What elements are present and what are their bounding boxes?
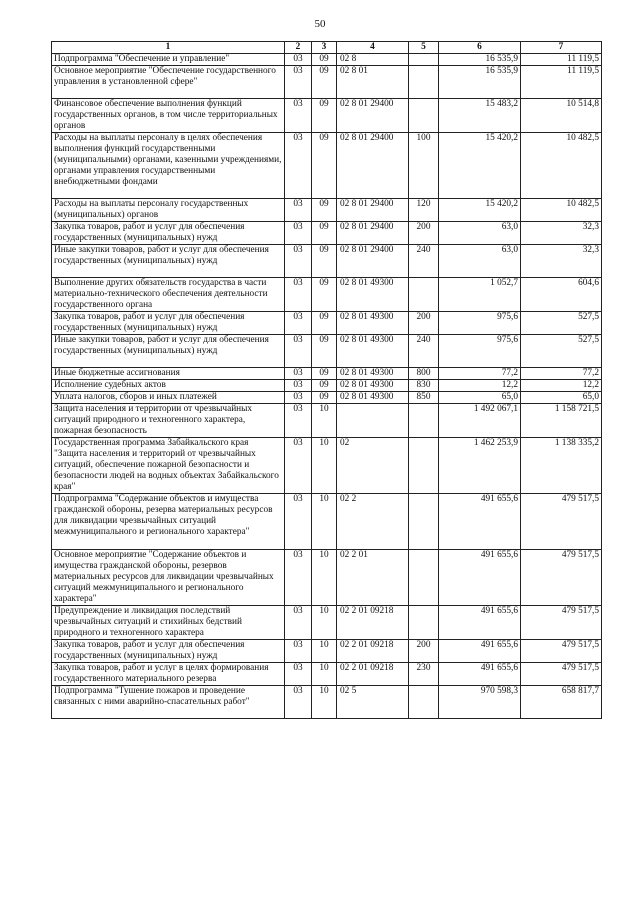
table-row	[52, 438, 602, 494]
table-row	[52, 550, 602, 606]
expense-type-cell: 200	[409, 312, 439, 335]
section-code-cell: 03	[285, 404, 312, 438]
amount-plan-cell: 63,0	[439, 222, 521, 245]
subsection-code-cell: 09	[312, 199, 337, 222]
subsection-code-cell: 10	[312, 494, 337, 550]
expense-type-cell	[409, 66, 439, 99]
subsection-code-cell: 10	[312, 640, 337, 663]
target-article-cell: 02 2 01 09218	[337, 606, 409, 640]
expense-type-cell	[409, 438, 439, 494]
section-code-cell: 03	[285, 99, 312, 133]
section-code-cell: 03	[285, 199, 312, 222]
subsection-code-cell: 09	[312, 380, 337, 392]
amount-plan-cell: 65,0	[439, 392, 521, 404]
section-code-cell: 03	[285, 392, 312, 404]
amount-plan-cell: 1 052,7	[439, 278, 521, 312]
target-article-cell: 02 5	[337, 686, 409, 719]
table-row	[52, 686, 602, 719]
section-code-cell: 03	[285, 278, 312, 312]
target-article-cell: 02 8 01 29400	[337, 245, 409, 278]
table-row	[52, 199, 602, 222]
amount-fact-cell: 1 138 335,2	[521, 438, 602, 494]
expense-type-cell	[409, 550, 439, 606]
target-article-cell: 02 8 01 49300	[337, 392, 409, 404]
subsection-code-cell: 10	[312, 686, 337, 719]
table-row	[52, 494, 602, 550]
row-name-cell: Защита населения и территории от чрезвычайных ситуаций природного и техногенного характера, пожарная безопасность	[52, 404, 285, 438]
amount-fact-cell: 479 517,5	[521, 606, 602, 640]
row-name-cell: Подпрограмма "Тушение пожаров и проведение связанных с ними аварийно-спасательных работ"	[52, 686, 285, 719]
amount-fact-cell: 479 517,5	[521, 550, 602, 606]
target-article-cell: 02 2 01	[337, 550, 409, 606]
subsection-code-cell: 09	[312, 99, 337, 133]
target-article-cell: 02 8 01	[337, 66, 409, 99]
row-name-cell: Подпрограмма "Обеспечение и управление"	[52, 54, 285, 66]
amount-plan-cell: 1 462 253,9	[439, 438, 521, 494]
amount-fact-cell: 10 514,8	[521, 99, 602, 133]
section-code-cell: 03	[285, 550, 312, 606]
section-code-cell: 03	[285, 312, 312, 335]
table-row	[52, 66, 602, 99]
section-code-cell: 03	[285, 686, 312, 719]
table-row	[52, 606, 602, 640]
section-code-cell: 03	[285, 438, 312, 494]
expense-type-cell	[409, 404, 439, 438]
subsection-code-cell: 10	[312, 438, 337, 494]
subsection-code-cell: 09	[312, 66, 337, 99]
section-code-cell: 03	[285, 368, 312, 380]
expense-type-cell: 850	[409, 392, 439, 404]
amount-plan-cell: 77,2	[439, 368, 521, 380]
subsection-code-cell: 09	[312, 335, 337, 368]
expense-type-cell: 120	[409, 199, 439, 222]
target-article-cell: 02 8 01 29400	[337, 133, 409, 199]
subsection-code-cell: 09	[312, 245, 337, 278]
expense-type-cell: 200	[409, 222, 439, 245]
row-name-cell: Закупка товаров, работ и услуг в целях формирования государственного материального резерва	[52, 663, 285, 686]
amount-plan-cell: 970 598,3	[439, 686, 521, 719]
amount-fact-cell: 1 158 721,5	[521, 404, 602, 438]
amount-plan-cell: 16 535,9	[439, 66, 521, 99]
row-name-cell: Иные закупки товаров, работ и услуг для обеспечения государственных (муниципальных) нужд	[52, 335, 285, 368]
row-name-cell: Подпрограмма "Содержание объектов и имущества гражданской обороны, резерва материальных ресурсов для ликвидации чрезвычайных ситуаций межмуниципального и регионального характера"	[52, 494, 285, 550]
subsection-code-cell: 09	[312, 222, 337, 245]
subsection-code-cell: 09	[312, 133, 337, 199]
amount-fact-cell: 658 817,7	[521, 686, 602, 719]
row-name-cell: Основное мероприятие "Обеспечение государственного управления в установленной сфере"	[52, 66, 285, 99]
amount-fact-cell: 10 482,5	[521, 199, 602, 222]
section-code-cell: 03	[285, 663, 312, 686]
amount-plan-cell: 975,6	[439, 312, 521, 335]
table-header-row	[52, 42, 602, 54]
amount-plan-cell: 1 492 067,1	[439, 404, 521, 438]
section-code-cell: 03	[285, 640, 312, 663]
table-body	[52, 54, 602, 719]
row-name-cell: Исполнение судебных актов	[52, 380, 285, 392]
subsection-code-cell: 10	[312, 606, 337, 640]
expense-type-cell: 830	[409, 380, 439, 392]
row-name-cell: Закупка товаров, работ и услуг для обеспечения государственных (муниципальных) нужд	[52, 312, 285, 335]
page-number: 50	[314, 18, 326, 30]
target-article-cell: 02	[337, 438, 409, 494]
expense-type-cell	[409, 606, 439, 640]
column-header: 1	[52, 42, 285, 54]
target-article-cell: 02 8 01 49300	[337, 312, 409, 335]
table-row	[52, 368, 602, 380]
budget-table	[51, 41, 602, 719]
column-header: 7	[521, 42, 602, 54]
row-name-cell: Закупка товаров, работ и услуг для обеспечения государственных (муниципальных) нужд	[52, 222, 285, 245]
section-code-cell: 03	[285, 380, 312, 392]
row-name-cell: Основное мероприятие "Содержание объектов и имущества гражданской обороны, резервов материальных ресурсов для ликвидации чрезвычайных ситуаций межмуниципального и регионального характера"	[52, 550, 285, 606]
row-name-cell: Выполнение других обязательств государства в части материально-технического обеспечения деятельности государственного органа	[52, 278, 285, 312]
amount-plan-cell: 491 655,6	[439, 640, 521, 663]
subsection-code-cell: 10	[312, 550, 337, 606]
expense-type-cell: 100	[409, 133, 439, 199]
table-row	[52, 380, 602, 392]
expense-type-cell	[409, 494, 439, 550]
target-article-cell: 02 8 01 49300	[337, 278, 409, 312]
amount-plan-cell: 491 655,6	[439, 494, 521, 550]
section-code-cell: 03	[285, 222, 312, 245]
table-row	[52, 335, 602, 368]
subsection-code-cell: 09	[312, 392, 337, 404]
section-code-cell: 03	[285, 494, 312, 550]
subsection-code-cell: 10	[312, 404, 337, 438]
row-name-cell: Расходы на выплаты персоналу в целях обеспечения выполнения функций государственными (муниципальными) органами, казенными учреждениями, органами управления государственными внебюджетными фондами	[52, 133, 285, 199]
amount-fact-cell: 32,3	[521, 245, 602, 278]
amount-fact-cell: 527,5	[521, 312, 602, 335]
amount-fact-cell: 32,3	[521, 222, 602, 245]
subsection-code-cell: 09	[312, 54, 337, 66]
table-row	[52, 663, 602, 686]
table-row	[52, 99, 602, 133]
target-article-cell	[337, 404, 409, 438]
amount-plan-cell: 975,6	[439, 335, 521, 368]
amount-fact-cell: 527,5	[521, 335, 602, 368]
subsection-code-cell: 09	[312, 368, 337, 380]
amount-plan-cell: 63,0	[439, 245, 521, 278]
column-header: 2	[285, 42, 312, 54]
table-row	[52, 312, 602, 335]
row-name-cell: Иные закупки товаров, работ и услуг для обеспечения государственных (муниципальных) нужд	[52, 245, 285, 278]
amount-plan-cell: 491 655,6	[439, 663, 521, 686]
amount-fact-cell: 11 119,5	[521, 54, 602, 66]
section-code-cell: 03	[285, 66, 312, 99]
table-row	[52, 54, 602, 66]
amount-plan-cell: 15 420,2	[439, 199, 521, 222]
table-row	[52, 392, 602, 404]
row-name-cell: Государственная программа Забайкальского края "Защита населения и территорий от чрезвычайных ситуаций, обеспечение пожарной безопасности и безопасности людей на водных объектах Забайкальского края"	[52, 438, 285, 494]
amount-plan-cell: 491 655,6	[439, 606, 521, 640]
amount-fact-cell: 479 517,5	[521, 640, 602, 663]
expense-type-cell: 200	[409, 640, 439, 663]
section-code-cell: 03	[285, 335, 312, 368]
amount-plan-cell: 15 483,2	[439, 99, 521, 133]
target-article-cell: 02 8 01 49300	[337, 380, 409, 392]
target-article-cell: 02 8 01 29400	[337, 199, 409, 222]
amount-plan-cell: 16 535,9	[439, 54, 521, 66]
column-header: 6	[439, 42, 521, 54]
amount-fact-cell: 65,0	[521, 392, 602, 404]
amount-fact-cell: 10 482,5	[521, 133, 602, 199]
subsection-code-cell: 09	[312, 278, 337, 312]
expense-type-cell: 240	[409, 245, 439, 278]
column-header: 3	[312, 42, 337, 54]
amount-fact-cell: 11 119,5	[521, 66, 602, 99]
target-article-cell: 02 2	[337, 494, 409, 550]
amount-fact-cell: 604,6	[521, 278, 602, 312]
table-row	[52, 640, 602, 663]
amount-plan-cell: 491 655,6	[439, 550, 521, 606]
target-article-cell: 02 8	[337, 54, 409, 66]
target-article-cell: 02 8 01 29400	[337, 99, 409, 133]
table-row	[52, 222, 602, 245]
section-code-cell: 03	[285, 133, 312, 199]
row-name-cell: Предупреждение и ликвидация последствий чрезвычайных ситуаций и стихийных бедствий природного и техногенного характера	[52, 606, 285, 640]
row-name-cell: Расходы на выплаты персоналу государственных (муниципальных) органов	[52, 199, 285, 222]
target-article-cell: 02 8 01 49300	[337, 335, 409, 368]
expense-type-cell: 800	[409, 368, 439, 380]
expense-type-cell	[409, 686, 439, 719]
column-header: 5	[409, 42, 439, 54]
target-article-cell: 02 2 01 09218	[337, 640, 409, 663]
section-code-cell: 03	[285, 245, 312, 278]
row-name-cell: Уплата налогов, сборов и иных платежей	[52, 392, 285, 404]
expense-type-cell	[409, 54, 439, 66]
row-name-cell: Закупка товаров, работ и услуг для обеспечения государственных (муниципальных) нужд	[52, 640, 285, 663]
table-row	[52, 278, 602, 312]
subsection-code-cell: 09	[312, 312, 337, 335]
amount-fact-cell: 12,2	[521, 380, 602, 392]
expense-type-cell	[409, 278, 439, 312]
column-header: 4	[337, 42, 409, 54]
amount-fact-cell: 479 517,5	[521, 663, 602, 686]
table-row	[52, 404, 602, 438]
expense-type-cell: 230	[409, 663, 439, 686]
target-article-cell: 02 2 01 09218	[337, 663, 409, 686]
row-name-cell: Иные бюджетные ассигнования	[52, 368, 285, 380]
amount-plan-cell: 15 420,2	[439, 133, 521, 199]
target-article-cell: 02 8 01 29400	[337, 222, 409, 245]
subsection-code-cell: 10	[312, 663, 337, 686]
table-row	[52, 245, 602, 278]
row-name-cell: Финансовое обеспечение выполнения функций государственных органов, в том числе территориальных органов	[52, 99, 285, 133]
expense-type-cell	[409, 99, 439, 133]
amount-fact-cell: 479 517,5	[521, 494, 602, 550]
expense-type-cell: 240	[409, 335, 439, 368]
section-code-cell: 03	[285, 606, 312, 640]
target-article-cell: 02 8 01 49300	[337, 368, 409, 380]
table-row	[52, 133, 602, 199]
amount-plan-cell: 12,2	[439, 380, 521, 392]
section-code-cell: 03	[285, 54, 312, 66]
amount-fact-cell: 77,2	[521, 368, 602, 380]
